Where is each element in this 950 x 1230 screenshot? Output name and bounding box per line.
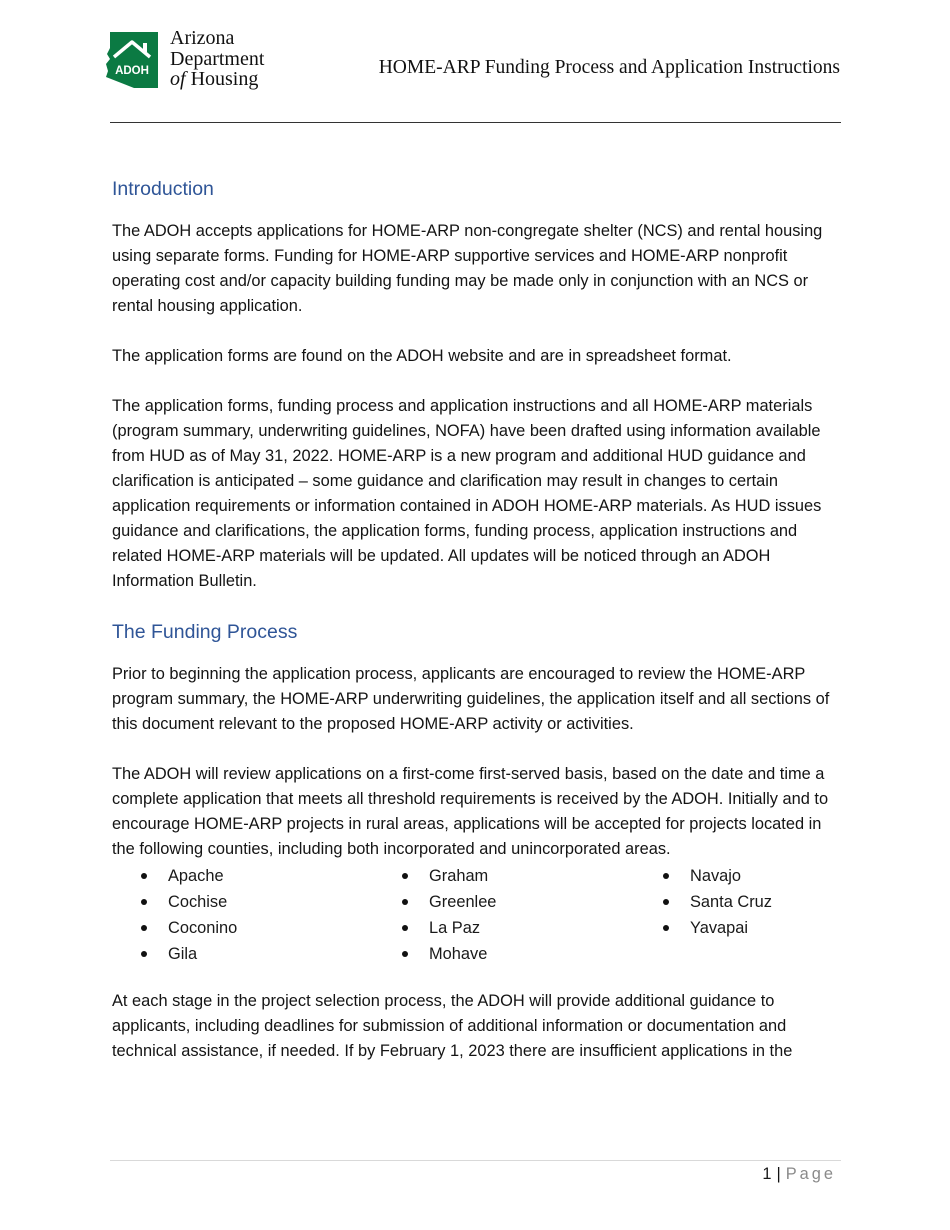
section-heading-funding-process: The Funding Process [112,621,298,643]
county-list-item: Apache [112,863,237,889]
county-list-item: Santa Cruz [634,889,772,915]
county-list-item: Navajo [634,863,772,889]
county-list-item: Yavapai [634,915,772,941]
county-column-1 [112,863,237,967]
county-list [112,863,842,967]
logo-line-3-prefix: of [170,68,186,90]
page-header [104,28,840,98]
document-body [112,172,842,1064]
county-list-item: Gila [112,941,237,967]
section-heading-introduction: Introduction [112,178,214,200]
funding-paragraph-2: The ADOH will review applications on a first-come first-served basis, based on the date and time a complete application that meets all threshold requirements is received by the ADOH. Initially and to encourage HOME-ARP projects in rural areas, applications will be accepted for projects located in the following counties, including both incorporated and unincorporated areas. [112,765,829,858]
logo-badge-text: ADOH [115,65,149,77]
funding-paragraph-1: Prior to beginning the application process, applicants are encouraged to review the HOME-ARP program summary, the HOME-ARP underwriting guidelines, the application itself and all sections of this document relevant to the proposed HOME-ARP activity or activities. [112,665,830,733]
logo-line-3-rest: Housing [185,68,259,90]
intro-paragraph-3: The application forms, funding process and application instructions and all HOME-ARP materials (program summary, underwriting guidelines, NOFA) have been drafted using information available from HUD as of May 31, 2022. HOME-ARP is a new program and additional HUD guidance and clarification is anticipated – some guidance and clarification may result in changes to certain application requirements or information contained in ADOH HOME-ARP materials. As HUD issues guidance and clarifications, the application forms, funding process, application instructions and related HOME-ARP materials will be updated. All updates will be noticed through an ADOH Information Bulletin. [112,397,822,590]
intro-paragraph-1: The ADOH accepts applications for HOME-ARP non-congregate shelter (NCS) and rental housing using separate forms. Funding for HOME-ARP supportive services and HOME-ARP nonprofit operating cost and/or capacity building funding may be made only in conjunction with an NCS or rental housing application. [112,222,823,315]
county-list-item: Mohave [373,941,496,967]
header-document-title: HOME-ARP Funding Process and Application Instructions [378,57,840,78]
county-list-item: Coconino [112,915,237,941]
page-footer [762,1162,836,1186]
footer-divider [110,1160,841,1161]
logo-wordmark [170,28,264,90]
county-list-item: Greenlee [373,889,496,915]
intro-paragraph-2: The application forms are found on the ADOH website and are in spreadsheet format. [112,347,732,365]
county-list-item: Graham [373,863,496,889]
logo-line-1: Arizona [170,27,235,49]
logo-line-3 [170,69,264,90]
page-number: 1 [762,1165,772,1183]
county-list-item: La Paz [373,915,496,941]
footer-separator: | [776,1165,781,1183]
county-list-item: Cochise [112,889,237,915]
header-divider [110,122,841,123]
funding-paragraph-3: At each stage in the project selection process, the ADOH will provide additional guidance to applicants, including deadlines for submission of additional information or documentation and technical assistance, if needed. If by February 1, 2023 there are insufficient applications in the [112,992,793,1060]
county-column-3 [634,863,772,941]
page-label: Page [785,1165,836,1183]
adoh-logo [104,28,279,92]
arizona-house-logo-icon [104,30,162,90]
county-column-2 [373,863,496,967]
logo-line-2: Department [170,47,265,70]
